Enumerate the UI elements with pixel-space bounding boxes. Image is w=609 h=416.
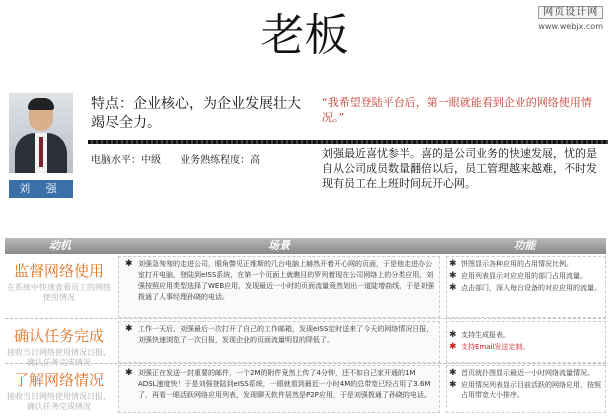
asterisk-icon: ✱ [449,283,457,293]
motive-cell [5,365,113,412]
persona-skill-line [91,151,276,166]
motive-cell [5,256,113,303]
header-scene: 场景 [268,239,290,252]
function-item: ✱ 应用情况列表显示目前活跃的网络应用，按照占用带宽大小排序。 [449,380,601,399]
function-item: ✱ 应用列表显示对应应用的部门占用流量。 [449,271,587,281]
asterisk-icon: ✱ [449,380,457,390]
function-item: ✱ 支持生成报表。 [449,330,510,340]
asterisk-icon: ✱ [125,368,133,378]
header-motive: 动机 [49,239,71,252]
computer-level: 电脑水平：中级 [91,155,161,166]
motive-title: 确认任务完成 [13,327,104,345]
persona-feature: 特点：企业核心，为企业发展壮大竭尽全力。 [91,96,301,131]
table-row [5,256,606,319]
asterisk-icon: ✱ [125,324,133,334]
scene-text: 工作一天后，刘强最后一次打开了自己的工作邮箱，发现eISS定时送来了今天的网络情况日报，刘强快速浏览了一次日报，发现企业的页面流量明显的降低了。 [138,325,434,344]
asterisk-icon: ✱ [449,330,457,340]
motive-subtitle: 在系统中快速查看员工的网络使用情况 [7,283,111,302]
motive-cell [5,321,113,368]
asterisk-icon: ✱ [449,271,457,281]
motive-subtitle: 接收当日网络使用情况日报，确认任务完成情况 [7,392,111,411]
table-row [5,321,606,367]
function-item: ✱ 点击部门，深入每台设备的对应应用的流量。 [449,283,601,293]
scene-cell [118,256,440,318]
persona-worry: 刘强最近喜忧参半。喜的是公司业务的快速发展，忧的是自从公司成员数量翻倍以后，员工管理越来越难，不时发现有员工在上班时间玩开心网。 [322,147,597,190]
function-cell [446,365,606,413]
persona-quote: “我希望登陆平台后，第一眼就能看到企业的网络使用情况。” [322,96,592,124]
avatar [9,93,73,173]
table-row [5,365,606,413]
persona-name: 刘 强 [9,180,73,198]
function-item: ✱ 饼图显示各种应用的占用情况比例。 [449,259,573,269]
motive-subtitle: 接收当日网络使用情况日报，确认任务完成情况 [7,348,111,367]
scene-text: 刘强正在发送一封重要的邮件，一个2M的附件竟然上传了4分钟，还不如自己家开通的1M ADSL速度快！于是刘强登陆到eISS系统，一眼就看到最近一小时4M的总带宽已经占用了3.6M了，再看一眼活跃网络应用列表，发现聊天软件居然是P2P应用，于是刘强拨通了孙晓的电话。 [138,369,431,399]
watermark-line1: 网页设计网 [538,6,603,19]
watermark-line2: www.webjx.com [538,22,603,31]
function-cell [446,256,606,318]
scene-cell [118,321,440,363]
scene-cell [118,365,440,413]
business-level: 业务熟练程度：高 [180,155,261,166]
table-header [5,238,606,254]
function-item: ✱ 首页就扑图显示最近一小时网络流量情况。 [449,368,594,378]
asterisk-icon: ✱ [449,342,457,352]
asterisk-icon: ✱ [125,259,133,269]
motive-title: 了解网络情况 [13,371,104,389]
header-function: 功能 [513,239,536,252]
asterisk-icon: ✱ [449,259,457,269]
motive-title: 监督网络使用 [13,262,104,280]
asterisk-icon: ✱ [449,368,457,378]
scene-text: 刘强急匆匆的走进公司，眼角瞥见正维斯的几台电脑上赫然开着开心网的页面，于是他走进办公室打开电脑，登陆到eISS系统，在第一个页面上就瞧目的罗列着现在公司网络上的分类应用，刘强按照应用类型选择了WEB应用，发现最近一小时的页面流量竟然划出一道陡增曲线，于是刘强拨通了人事经理孙晓的电话。 [138,260,435,301]
function-cell [446,321,606,363]
page-title: 老板 [260,10,349,61]
function-item: ✱ 支持Email发送定制。 [449,342,530,352]
divider [88,140,608,144]
